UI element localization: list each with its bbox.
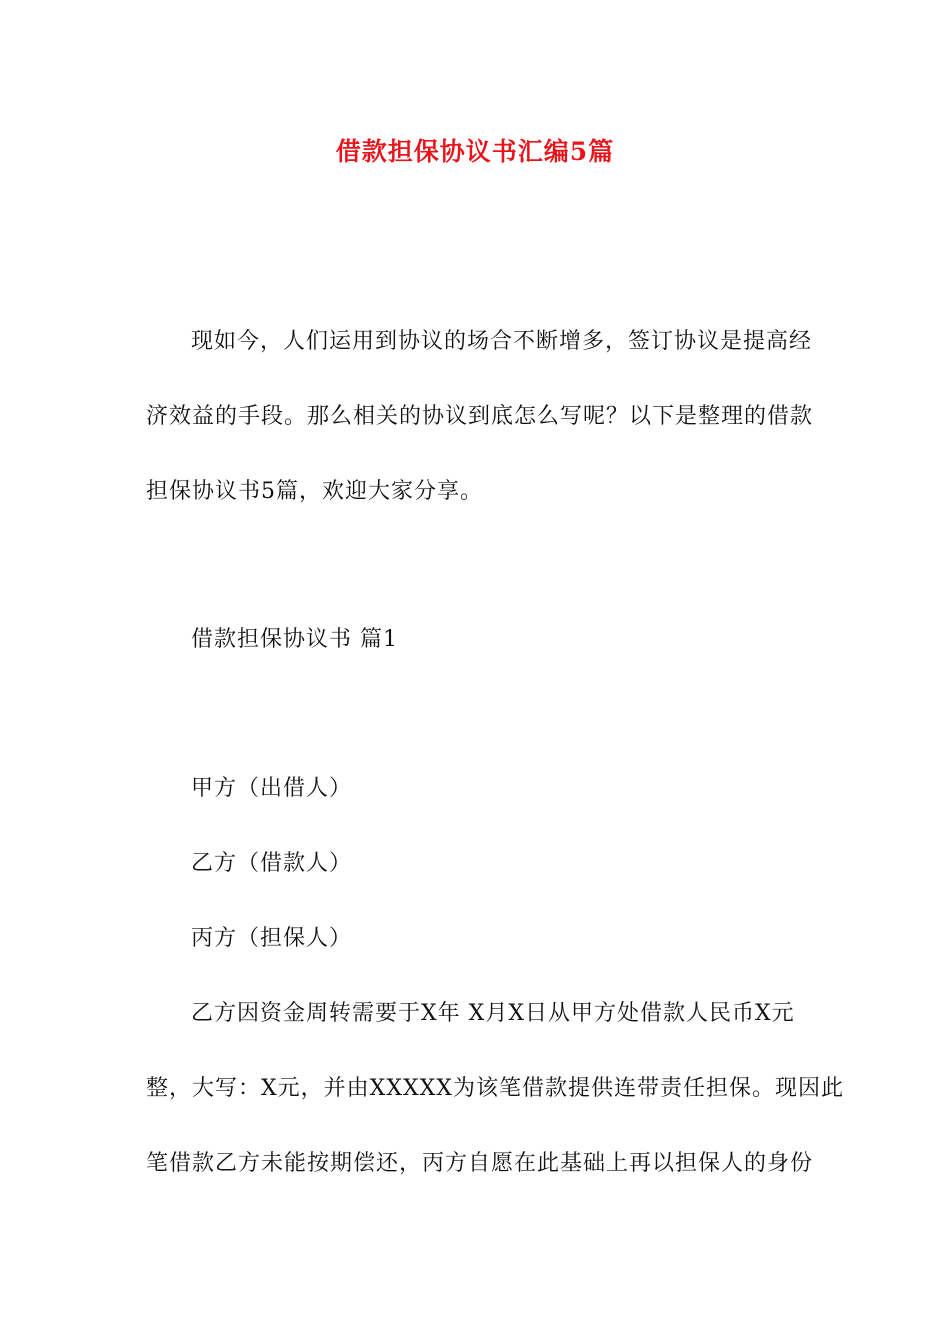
intro-line: 济效益的手段。那么相关的协议到底怎么写呢？以下是整理的借款 (146, 404, 814, 429)
clause-paragraph (146, 976, 844, 1201)
parties-block (146, 751, 811, 976)
clause-line: 整，大写：X元，并由XXXXX为该笔借款提供连带责任担保。现因此 (146, 1076, 844, 1101)
clause-line: 乙方因资金周转需要于X年 X月X日从甲方处借款人民币X元 (191, 1001, 795, 1026)
intro-line: 担保协议书5篇，欢迎大家分享。 (146, 479, 483, 504)
section-heading: 借款担保协议书 篇1 (191, 627, 398, 652)
intro-line: 现如今，人们运用到协议的场合不断增多，签订协议是提高经 (191, 329, 813, 354)
party-lender: 甲方（出借人） (191, 776, 353, 801)
section-heading-block (146, 602, 811, 677)
clause-line: 笔借款乙方未能按期偿还，丙方自愿在此基础上再以担保人的身份 (146, 1151, 814, 1176)
document-title: 借款担保协议书汇编5篇 (335, 137, 615, 166)
party-borrower: 乙方（借款人） (191, 851, 353, 876)
party-guarantor: 丙方（担保人） (191, 926, 353, 951)
intro-paragraph (146, 304, 814, 529)
